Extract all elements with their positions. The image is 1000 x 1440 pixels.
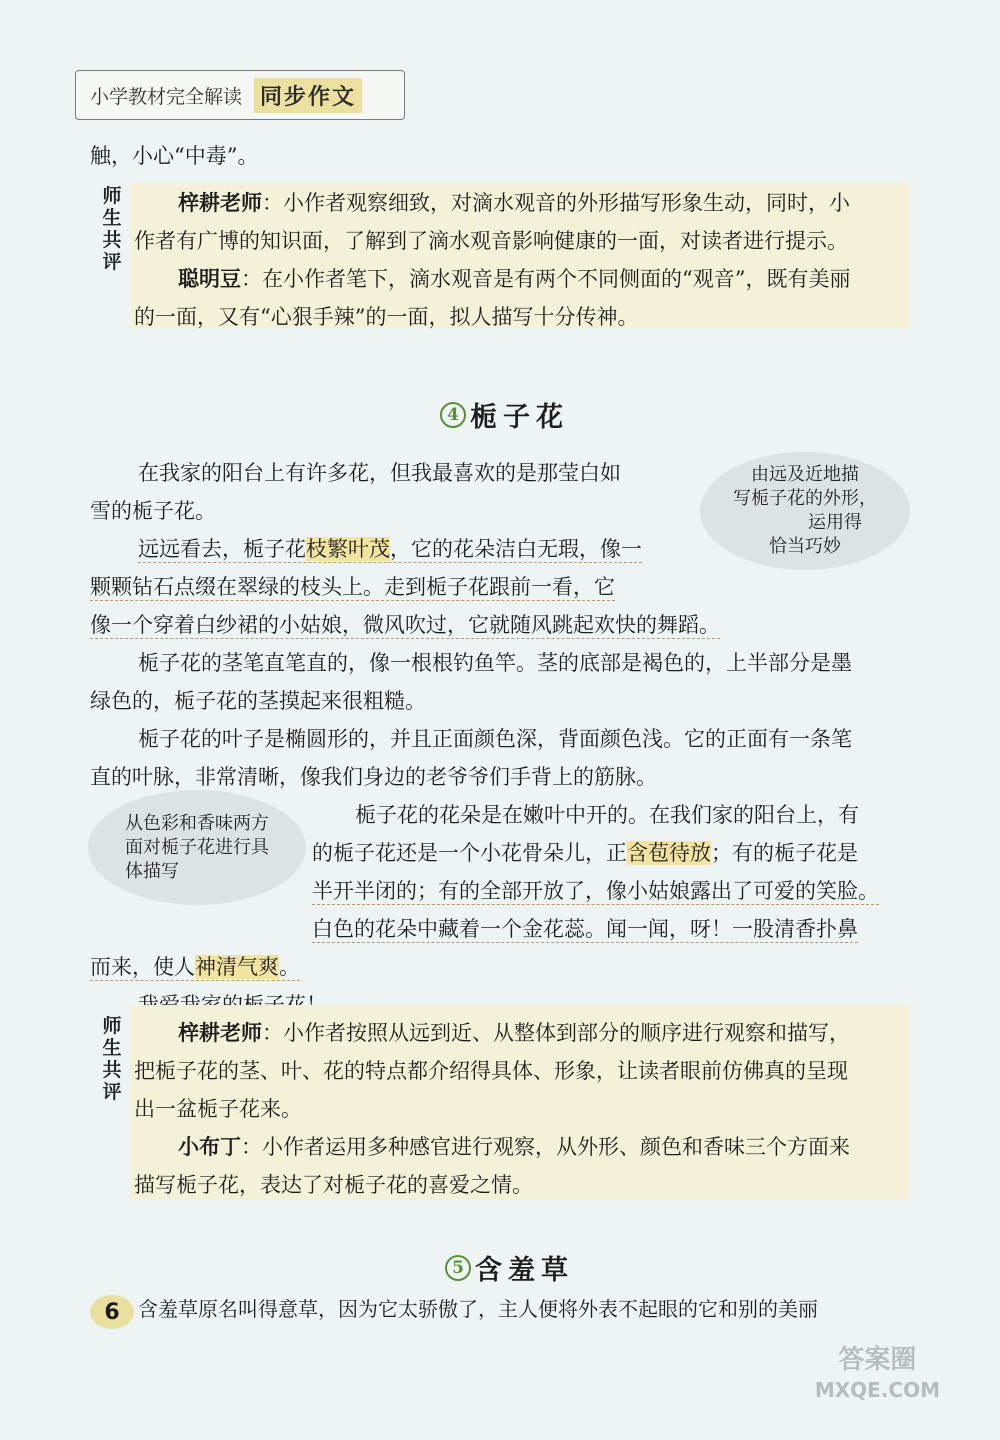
essay-text: ，它的花朵洁白无瑕，像一: [390, 537, 642, 561]
annotation-line: 面对栀子花进行具: [125, 836, 269, 858]
essay4-p4-line2: 直的叶脉，非常清晰，像我们身边的老爷爷们手背上的筋脉。: [90, 765, 657, 789]
essay4-p1-line1: 在我家的阳台上有许多花，但我最喜欢的是那莹白如: [138, 461, 621, 485]
annotation-bubble-2: [88, 790, 306, 905]
review2-teacher-line2: 把栀子花的茎、叶、花的特点都介绍得具体、形象，让读者眼前仿佛真的呈现: [134, 1059, 848, 1083]
essay4-p2-line2: 颗颗钻石点缀在翠绿的枝头上。走到栀子花跟前一看，它: [90, 575, 615, 599]
review1-student-line1: [178, 266, 850, 292]
teacher-name: 梓耕老师: [178, 1021, 262, 1045]
essay4-p1-line2: 雪的栀子花。: [90, 499, 216, 523]
watermark-line: 答案圈: [838, 1345, 917, 1375]
essay-text: 而来，使人: [90, 955, 195, 979]
book-brand-logo: 同步作文: [254, 78, 362, 113]
essay-text: 远远看去，栀子花: [138, 537, 306, 561]
review-label-char: 生: [102, 207, 122, 229]
review1-teacher-line2: 作者有广博的知识面，了解到了滴水观音影响健康的一面，对读者进行提示。: [134, 229, 848, 253]
site-watermark: [815, 1345, 940, 1405]
essay4-p2-line1: [138, 536, 642, 563]
essay4-p4-line1: 栀子花的叶子是椭圆形的，并且正面颜色深，背面颜色浅。它的正面有一条笔: [138, 727, 852, 751]
essay4-title: [440, 395, 569, 434]
teacher-name: 梓耕老师: [178, 191, 262, 215]
essay-title-text: 含羞草: [475, 1255, 574, 1286]
annotation-line: 由远及近地描: [751, 464, 859, 485]
essay4-p3-line2: 绿色的，栀子花的茎摸起来很粗糙。: [90, 689, 426, 713]
review2-student-line2: 描写栀子花，表达了对栀子花的喜爱之情。: [134, 1173, 533, 1197]
annotation-line: 写栀子花的外形，: [733, 488, 877, 509]
watermark-line: MXQE.COM: [814, 1378, 940, 1402]
annotation-line: 从色彩和香味两方: [125, 812, 269, 834]
continuation-text: 触，小心“中毒”。: [90, 144, 259, 168]
essay4-p5-line1: 栀子花的花朵是在嫩叶中开的。在我们家的阳台上，有: [355, 803, 859, 827]
essay-number-badge: 5: [445, 1255, 471, 1281]
highlighted-phrase: 含苞待放: [627, 841, 711, 865]
review-text: ：小作者观察细致，对滴水观音的外形描写形象生动，同时，小: [262, 191, 850, 215]
review-label-char: 共: [102, 229, 122, 251]
review-label-1: [96, 185, 128, 273]
annotation-line: 恰当巧妙: [769, 536, 841, 557]
review2-teacher-line1: [178, 1020, 850, 1046]
review-label-char: 评: [102, 251, 122, 273]
review1-student-line2: 的一面，又有“心狠手辣”的一面，拟人描写十分传神。: [134, 305, 639, 329]
essay4-p5-line2: [312, 840, 858, 866]
essay-title-text: 栀子花: [470, 402, 569, 433]
highlighted-phrase: 神清气爽: [195, 955, 279, 979]
essay4-p2-line3: 像一个穿着白纱裙的小姑娘，微风吹过，它就随风跳起欢快的舞蹈。: [90, 613, 720, 637]
page-number: 6: [90, 1295, 134, 1329]
review-label-char: 评: [102, 1081, 122, 1103]
review2-teacher-line3: 出一盆栀子花来。: [134, 1097, 302, 1121]
essay-text: 。: [279, 955, 300, 979]
review-label-char: 师: [102, 185, 122, 207]
review1-teacher-line1: [178, 190, 850, 216]
student-name: 聪明豆: [178, 267, 241, 291]
essay5-p1-line1: 含羞草原名叫得意草，因为它太骄傲了，主人便将外表不起眼的它和别的美丽: [138, 1297, 818, 1321]
annotation-line: 体描写: [125, 860, 179, 882]
essay4-p5-line4: 白色的花朵中藏着一个金花蕊。闻一闻，呀！一股清香扑鼻: [312, 917, 858, 941]
essay-text: ；有的栀子花是: [711, 841, 858, 865]
book-series-title: 小学教材完全解读: [90, 85, 243, 108]
essay-number-badge: 4: [440, 402, 466, 428]
review-text: ：小作者按照从远到近、从整体到部分的顺序进行观察和描写，: [262, 1021, 850, 1045]
annotation-line: 运用得: [808, 512, 862, 533]
highlighted-phrase: 枝繁叶茂: [306, 537, 390, 561]
essay-text: 的栀子花还是一个小花骨朵儿，正: [312, 841, 627, 865]
student-name: 小布丁: [178, 1135, 241, 1159]
essay4-p5-line3: 半开半闭的；有的全部开放了，像小姑娘露出了可爱的笑脸。: [312, 879, 879, 903]
review-text: ：小作者运用多种感官进行观察，从外形、颜色和香味三个方面来: [241, 1135, 850, 1159]
review-text: ：在小作者笔下，滴水观音是有两个不同侧面的“观音”，既有美丽: [241, 267, 851, 291]
annotation-text: [125, 812, 269, 884]
review-label-2: [96, 1015, 128, 1103]
annotation-text: [733, 463, 877, 559]
review-label-char: 师: [102, 1015, 122, 1037]
review-label-char: 共: [102, 1059, 122, 1081]
review2-student-line1: [178, 1134, 850, 1160]
essay5-title: [445, 1248, 574, 1287]
review-label-char: 生: [102, 1037, 122, 1059]
annotation-bubble-1: [700, 452, 910, 570]
essay4-p3-line1: 栀子花的茎笔直笔直的，像一根根钓鱼竿。茎的底部是褐色的，上半部分是墨: [138, 651, 852, 675]
essay4-p5-line5: [90, 954, 300, 981]
book-header: [75, 70, 405, 120]
